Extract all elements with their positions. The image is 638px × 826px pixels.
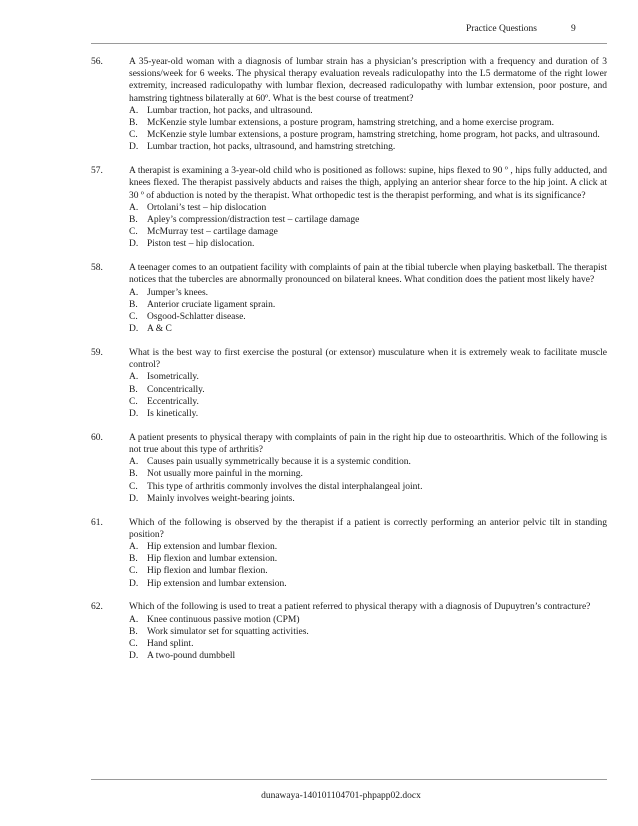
page-number: 9 xyxy=(571,24,576,34)
option-letter: C. xyxy=(129,396,138,407)
answer-option xyxy=(129,408,607,420)
option-letter: B. xyxy=(129,626,138,637)
answer-option xyxy=(129,650,607,662)
answer-option xyxy=(129,396,607,408)
option-text: Hip extension and lumbar flexion. xyxy=(147,542,278,553)
option-letter: A. xyxy=(129,542,139,553)
option-letter: D. xyxy=(129,142,139,153)
answer-option xyxy=(129,202,607,214)
page-header xyxy=(0,24,638,38)
option-text: McMurray test – cartilage damage xyxy=(147,227,278,238)
question-item xyxy=(91,262,607,335)
header-title: Practice Questions xyxy=(466,24,537,34)
option-text: Apley’s compression/distraction test – cartilage damage xyxy=(147,215,360,226)
option-text: Knee continuous passive motion (CPM) xyxy=(147,614,300,625)
answer-option xyxy=(129,384,607,396)
option-letter: B. xyxy=(129,554,138,565)
option-text: Mainly involves weight-bearing joints. xyxy=(147,493,295,504)
answer-option xyxy=(129,299,607,311)
question-stem: Which of the following is observed by the therapist if a patient is correctly performing an anterior pelvic tilt in standing position? xyxy=(129,517,607,540)
option-letter: B. xyxy=(129,299,138,310)
answer-option xyxy=(129,626,607,638)
answer-option xyxy=(129,141,607,153)
option-letter: A. xyxy=(129,202,139,213)
question-number: 58. xyxy=(91,263,103,274)
option-text: Not usually more painful in the morning. xyxy=(147,469,303,480)
option-letter: C. xyxy=(129,639,138,650)
option-letter: D. xyxy=(129,651,139,662)
page-footer xyxy=(0,791,638,801)
question-item xyxy=(91,432,607,505)
answer-option xyxy=(129,578,607,590)
answer-option xyxy=(129,323,607,335)
option-text: Piston test – hip dislocation. xyxy=(147,239,255,250)
question-stem: A 35-year-old woman with a diagnosis of lumbar strain has a physician’s prescription with a frequency and duration of 3 sessions/week for 6 weeks. The physical therapy evaluation reveals radiculopathy into the L5 dermatome of the right lower extremity, increased radiculopathy with lumbar flexion, decreased radiculopathy with lumbar extension, poor posture, and hamstring tightness bilaterally at 60º. What is the best course of treatment? xyxy=(129,57,607,104)
question-number: 57. xyxy=(91,166,103,177)
answer-option xyxy=(129,117,607,129)
question-item xyxy=(91,347,607,420)
option-text: Hip flexion and lumbar flexion. xyxy=(147,566,268,577)
option-letter: C. xyxy=(129,312,138,323)
answer-option xyxy=(129,541,607,553)
question-number: 61. xyxy=(91,517,103,528)
question-stem: A therapist is examining a 3-year-old child who is positioned as follows: supine, hips flexed to 90 º , hips fully adducted, and knees flexed. The therapist passively abducts and raises the thigh, applying an anterior shear force to the hip joint. A click at 30 º of abduction is noted by the therapist. What orthopedic test is the therapist performing, and what is its significance? xyxy=(129,166,607,201)
answer-option xyxy=(129,553,607,565)
answer-option xyxy=(129,129,607,141)
option-letter: D. xyxy=(129,409,139,420)
option-text: Ortolani’s test – hip dislocation xyxy=(147,202,267,213)
answer-option xyxy=(129,226,607,238)
question-item xyxy=(91,165,607,250)
option-letter: D. xyxy=(129,578,139,589)
option-text: Hip flexion and lumbar extension. xyxy=(147,554,278,565)
option-text: McKenzie style lumbar extensions, a posture program, hamstring stretching, home program, hot packs, and ultrasound. xyxy=(147,130,600,141)
question-item xyxy=(91,517,607,590)
question-item xyxy=(91,601,607,662)
option-text: Eccentrically. xyxy=(147,396,199,407)
option-letter: A. xyxy=(129,372,139,383)
option-letter: A. xyxy=(129,287,139,298)
option-letter: D. xyxy=(129,324,139,335)
answer-option xyxy=(129,238,607,250)
option-text: Osgood-Schlatter disease. xyxy=(147,312,246,323)
option-text: Concentrically. xyxy=(147,384,205,395)
option-text: Hand splint. xyxy=(147,639,194,650)
option-letter: C. xyxy=(129,130,138,141)
question-number: 56. xyxy=(91,57,103,67)
footer-filename: dunawaya-140101104701-phpapp02.docx xyxy=(261,791,421,801)
answer-option xyxy=(129,214,607,226)
option-letter: D. xyxy=(129,239,139,250)
option-letter: C. xyxy=(129,566,138,577)
option-text: Is kinetically. xyxy=(147,409,199,420)
answer-option xyxy=(129,456,607,468)
option-text: A & C xyxy=(147,324,172,335)
question-number: 62. xyxy=(91,602,103,613)
option-letter: B. xyxy=(129,469,138,480)
answer-option xyxy=(129,287,607,299)
option-text: Work simulator set for squatting activities. xyxy=(147,626,309,637)
option-letter: C. xyxy=(129,227,138,238)
answer-option xyxy=(129,105,607,117)
answer-option xyxy=(129,493,607,505)
answer-option xyxy=(129,311,607,323)
option-text: Causes pain usually symmetrically because it is a systemic condition. xyxy=(147,457,411,468)
answer-option xyxy=(129,614,607,626)
option-text: Jumper’s knees. xyxy=(147,287,209,298)
option-text: Hip extension and lumbar extension. xyxy=(147,578,287,589)
question-stem: Which of the following is used to treat a patient referred to physical therapy with a diagnosis of Dupuytren’s contracture? xyxy=(129,602,591,613)
option-letter: A. xyxy=(129,614,139,625)
question-stem: What is the best way to first exercise the postural (or extensor) musculature when it is extremely weak to facilitate muscle control? xyxy=(129,348,607,371)
footer-divider xyxy=(91,779,607,780)
option-text: Anterior cruciate ligament sprain. xyxy=(147,299,276,310)
option-letter: D. xyxy=(129,493,139,504)
option-text: Lumbar traction, hot packs, ultrasound, and hamstring stretching. xyxy=(147,142,396,153)
answer-option xyxy=(129,638,607,650)
option-text: Isometrically. xyxy=(147,372,199,383)
answer-option xyxy=(129,371,607,383)
option-text: This type of arthritis commonly involves the distal interphalangeal joint. xyxy=(147,481,423,492)
option-letter: C. xyxy=(129,481,138,492)
question-number: 60. xyxy=(91,432,103,443)
option-letter: B. xyxy=(129,384,138,395)
answer-option xyxy=(129,468,607,480)
header-divider xyxy=(91,43,607,44)
question-stem: A patient presents to physical therapy with complaints of pain in the right hip due to osteoarthritis. Which of the following is not true about this type of arthritis? xyxy=(129,432,607,456)
option-text: Lumbar traction, hot packs, and ultrasound. xyxy=(147,105,313,116)
option-letter: B. xyxy=(129,118,138,129)
question-stem: A teenager comes to an outpatient facility with complaints of pain at the tibial tubercle when playing basketball. The therapist notices that the tubercles are abnormally pronounced on bilateral knees. What condition does the patient most likely have? xyxy=(129,263,607,286)
option-text: McKenzie style lumbar extensions, a posture program, hamstring stretching, and a home exercise program. xyxy=(147,118,555,129)
question-number: 59. xyxy=(91,348,103,359)
answer-option xyxy=(129,481,607,493)
question-item xyxy=(91,56,607,154)
question-list xyxy=(91,56,607,674)
option-letter: B. xyxy=(129,215,138,226)
option-text: A two-pound dumbbell xyxy=(147,651,236,662)
answer-option xyxy=(129,565,607,577)
option-letter: A. xyxy=(129,457,139,468)
option-letter: A. xyxy=(129,105,139,116)
